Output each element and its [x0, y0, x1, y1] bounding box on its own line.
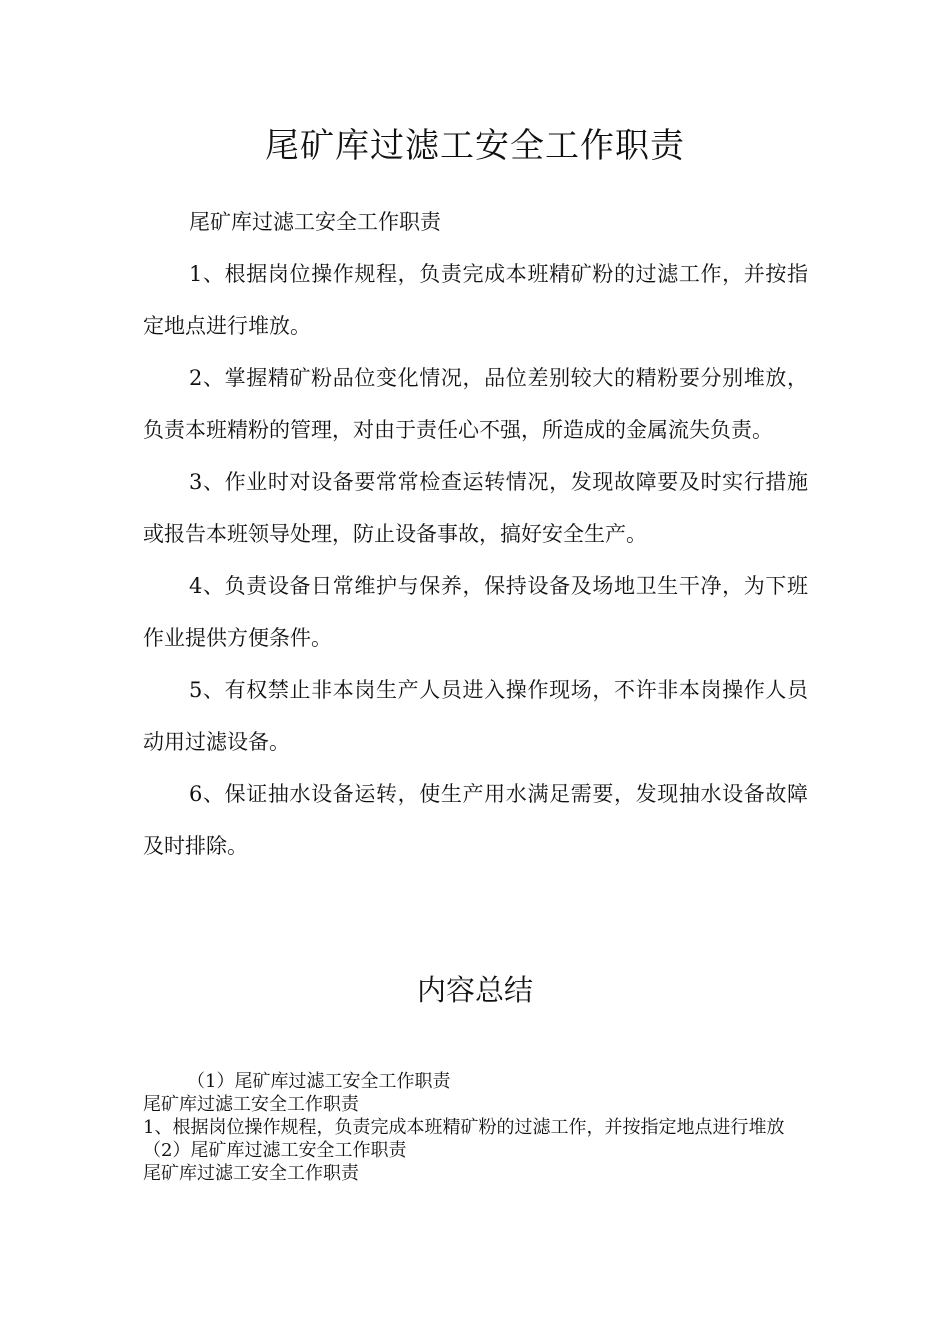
summary-title: 内容总结: [416, 973, 533, 1007]
paragraph-item-4: 4、负责设备日常维护与保养，保持设备及场地卫生干净，为下班作业提供方便条件。: [143, 574, 808, 650]
paragraph-item-5: 5、有权禁止非本岗生产人员进入操作现场，不许非本岗操作人员动用过滤设备。: [143, 678, 808, 754]
summary-line: 尾矿库过滤工安全工作职责: [143, 1163, 359, 1184]
summary-line: （1）尾矿库过滤工安全工作职责: [187, 1071, 451, 1092]
summary-line: （2）尾矿库过滤工安全工作职责: [143, 1140, 407, 1161]
summary-line: 尾矿库过滤工安全工作职责: [143, 1094, 359, 1115]
paragraph-item-1: 1、根据岗位操作规程，负责完成本班精矿粉的过滤工作，并按指定地点进行堆放。: [143, 262, 808, 338]
paragraph-item-3: 3、作业时对设备要常常检查运转情况，发现故障要及时实行措施或报告本班领导处理，防止设备事故，搞好安全生产。: [143, 470, 808, 546]
paragraph-item-2: 2、掌握精矿粉品位变化情况，品位差别较大的精粉要分别堆放，负责本班精粉的管理，对由于责任心不强，所造成的金属流失负责。: [143, 366, 808, 442]
document-body: [143, 196, 808, 872]
paragraph-heading: 尾矿库过滤工安全工作职责: [189, 210, 441, 234]
paragraph-item-6: 6、保证抽水设备运转，使生产用水满足需要，发现抽水设备故障及时排除。: [143, 782, 808, 858]
summary-line: 1、根据岗位操作规程，负责完成本班精矿粉的过滤工作，并按指定地点进行堆放: [143, 1117, 785, 1138]
document-title: 尾矿库过滤工安全工作职责: [265, 126, 685, 166]
summary-section: [143, 1070, 808, 1185]
